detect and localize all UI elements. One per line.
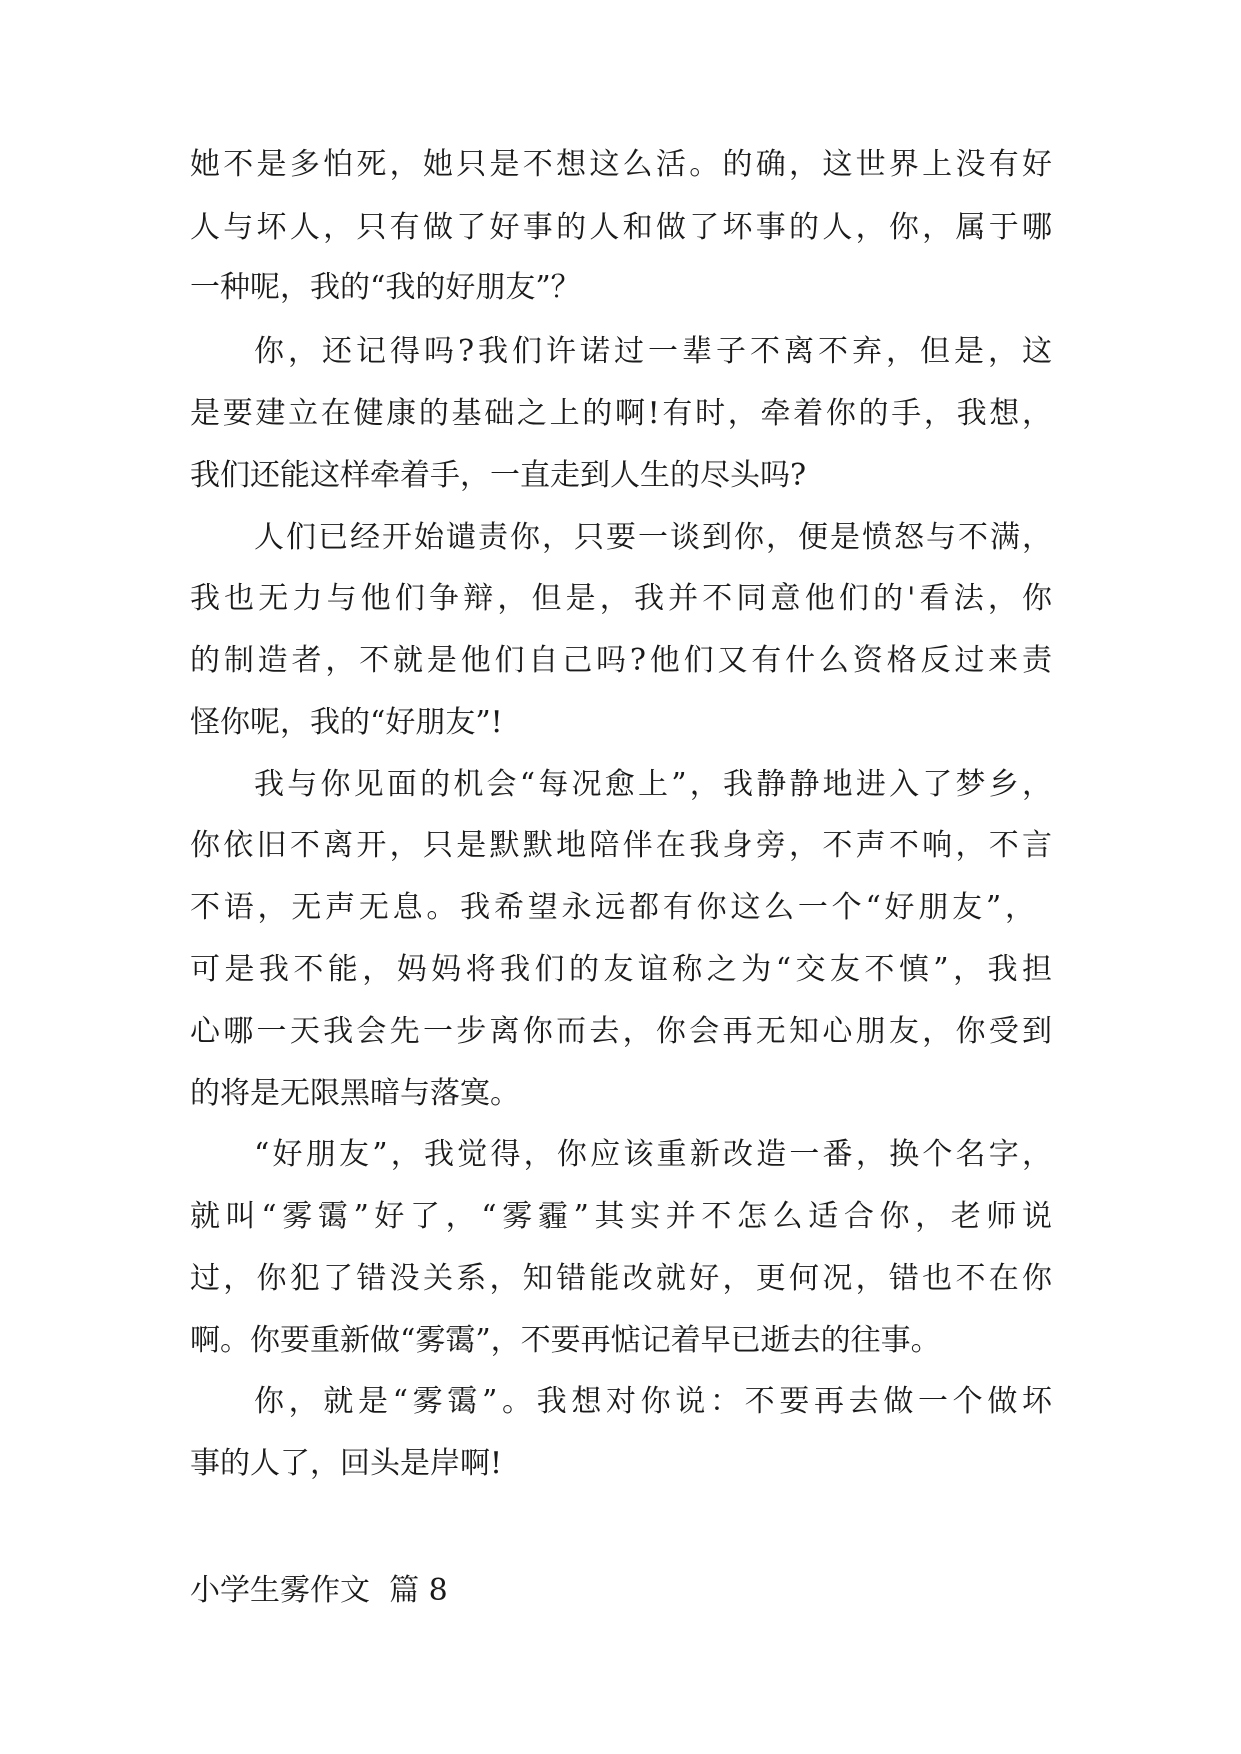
text-line-1: 她不是多怕死，她只是不想这么活。的确，这世界上没有好 bbox=[190, 147, 1052, 182]
text-line-5: 是要建立在健康的基础之上的啊!有时，牵着你的手，我想， bbox=[190, 396, 1052, 431]
text-line-9: 的制造者，不就是他们自己吗?他们又有什么资格反过来责 bbox=[190, 643, 1052, 678]
text-line-20: 啊。你要重新做“雾霭”，不要再惦记着早已逝去的往事。 bbox=[190, 1323, 941, 1358]
text-line-4: 你，还记得吗?我们许诺过一辈子不离不弃，但是，这 bbox=[254, 334, 1052, 369]
text-line-13: 不语，无声无息。我希望永远都有你这么一个“好朋友”， bbox=[190, 890, 1035, 925]
text-line-21: 你，就是“雾霭”。我想对你说：不要再去做一个做坏 bbox=[254, 1384, 1052, 1419]
text-line-3: 一种呢，我的“我的好朋友”？ bbox=[190, 270, 581, 305]
text-line-18: 就叫“雾霭”好了，“雾霾”其实并不怎么适合你，老师说 bbox=[190, 1199, 1052, 1234]
text-line-8: 我也无力与他们争辩，但是，我并不同意他们的'看法，你 bbox=[190, 581, 1052, 616]
text-line-10: 怪你呢，我的“好朋友”! bbox=[190, 705, 503, 740]
section-heading: 小学生雾作文 篇 8 bbox=[190, 1573, 448, 1608]
text-line-11: 我与你见面的机会“每况愈上”，我静静地进入了梦乡， bbox=[254, 767, 1052, 802]
text-line-17: “好朋友”，我觉得，你应该重新改造一番，换个名字， bbox=[254, 1137, 1052, 1172]
text-line-16: 的将是无限黑暗与落寞。 bbox=[190, 1076, 520, 1111]
text-line-14: 可是我不能，妈妈将我们的友谊称之为“交友不慎”，我担 bbox=[190, 952, 1052, 987]
text-line-2: 人与坏人，只有做了好事的人和做了坏事的人，你，属于哪 bbox=[190, 210, 1052, 245]
text-line-15: 心哪一天我会先一步离你而去，你会再无知心朋友，你受到 bbox=[190, 1014, 1052, 1049]
text-line-7: 人们已经开始谴责你，只要一谈到你，便是愤怒与不满， bbox=[254, 520, 1052, 555]
text-line-19: 过，你犯了错没关系，知错能改就好，更何况，错也不在你 bbox=[190, 1261, 1052, 1296]
text-line-6: 我们还能这样牵着手，一直走到人生的尽头吗? bbox=[190, 458, 807, 493]
text-line-12: 你依旧不离开，只是默默地陪伴在我身旁，不声不响，不言 bbox=[190, 828, 1052, 863]
text-line-22: 事的人了，回头是岸啊! bbox=[190, 1446, 503, 1481]
